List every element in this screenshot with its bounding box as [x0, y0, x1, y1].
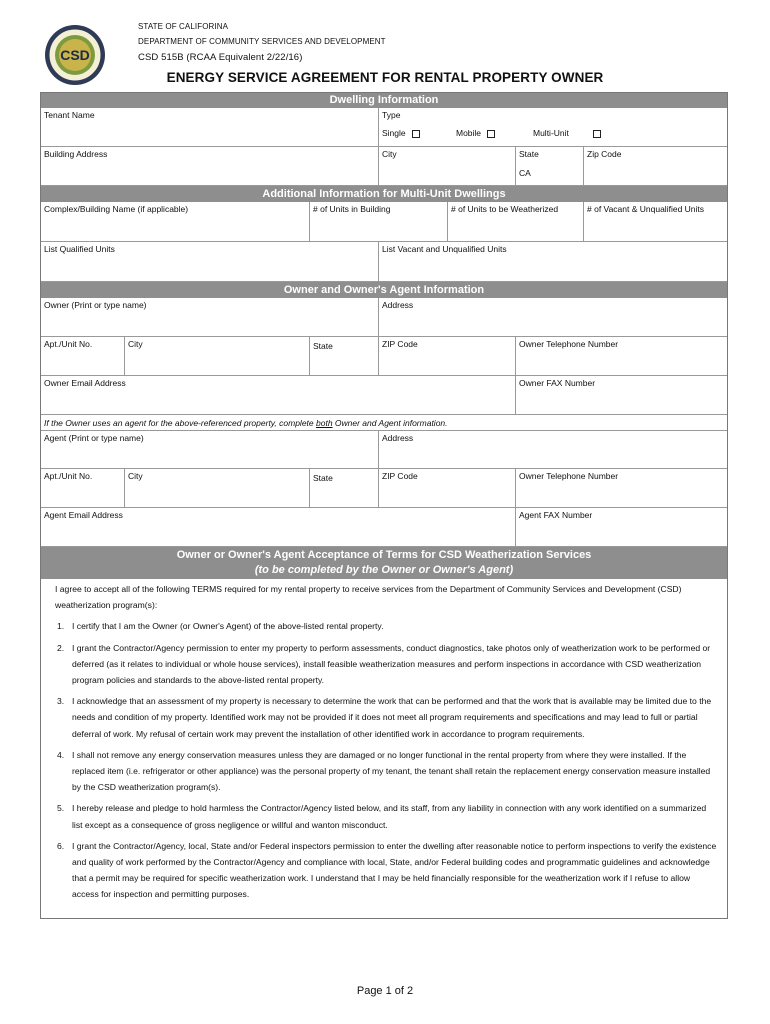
complex-name-field[interactable] — [41, 202, 309, 241]
agent-note-text: If the Owner uses an agent for the above-referenced property, complete — [44, 418, 316, 428]
type-single-option[interactable] — [382, 128, 420, 138]
agent-address-label: Address — [382, 433, 414, 443]
state-field[interactable] — [515, 147, 583, 185]
owner-zip-label: ZIP Code — [382, 339, 418, 349]
owner-city-row — [41, 337, 727, 376]
zip-code-field[interactable] — [583, 147, 727, 185]
building-address-label: Building Address — [44, 149, 108, 159]
agent-zip-label: ZIP Code — [382, 471, 418, 481]
term-item — [55, 618, 717, 634]
agent-state-field[interactable] — [309, 469, 378, 507]
agent-city-label: City — [128, 471, 143, 481]
agent-state-label: State — [313, 473, 333, 483]
multi-unit-section-header: Additional Information for Multi-Unit Dwellings — [41, 186, 727, 202]
zip-code-label: Zip Code — [587, 149, 622, 159]
owner-email-row — [41, 376, 727, 415]
state-label: State — [519, 149, 539, 159]
terms-section-title: Owner or Owner's Agent Acceptance of Terms for CSD Weatherization Services — [176, 549, 592, 561]
owner-address-label: Address — [382, 300, 414, 310]
state-name: STATE OF CALIFORINA — [138, 22, 229, 31]
agent-note-emphasis: both — [316, 418, 333, 428]
term-number: 1. — [57, 621, 65, 632]
agent-name-label: Agent (Print or type name) — [44, 433, 144, 443]
svg-text:CSD: CSD — [60, 47, 90, 63]
agent-name-row — [41, 430, 727, 469]
type-label: Type — [382, 110, 401, 120]
owner-email-label: Owner Email Address — [44, 378, 126, 388]
single-checkbox[interactable] — [412, 130, 420, 138]
form-number: CSD 515B (RCAA Equivalent 2/22/16) — [138, 52, 303, 63]
terms-body — [55, 581, 717, 903]
term-number: 4. — [57, 749, 65, 760]
vacant-units-field[interactable] — [583, 202, 727, 241]
term-item — [55, 838, 717, 903]
tenant-name-field[interactable] — [41, 108, 378, 146]
page-number: Page 1 of 2 — [356, 985, 414, 997]
department-name: DEPARTMENT OF COMMUNITY SERVICES AND DEVELOPMENT — [138, 37, 386, 46]
term-item — [55, 800, 717, 832]
agreement-form — [40, 92, 728, 919]
agent-email-field[interactable] — [41, 508, 515, 546]
tenant-name-label: Tenant Name — [44, 110, 95, 120]
term-number: 3. — [57, 696, 65, 707]
owner-telephone-field[interactable] — [515, 337, 727, 375]
owner-email-field[interactable] — [41, 376, 515, 414]
agent-email-row — [41, 508, 727, 547]
term-text: I shall not remove any energy conservation measures unless they are damaged or no longer functional in the rental property from where they were installed. If the replaced item (i.e. refrigerator or other appliance) was the personal property of my tenant, the tenant shall retain the replacement energy conservation measure installed by the CSD weatherization program(s). — [72, 749, 711, 793]
agent-apt-field[interactable] — [41, 469, 124, 507]
terms-section-header — [41, 547, 727, 579]
building-address-row — [41, 147, 727, 186]
owner-city-label: City — [128, 339, 143, 349]
city-field[interactable] — [378, 147, 515, 185]
owner-telephone-label: Owner Telephone Number — [519, 339, 619, 349]
units-in-building-label: # of Units in Building — [313, 204, 391, 214]
owner-fax-field[interactable] — [515, 376, 727, 414]
type-mobile-option[interactable] — [456, 128, 495, 138]
agent-telephone-label: Owner Telephone Number — [519, 471, 619, 481]
multi-unit-checkbox[interactable] — [593, 130, 601, 138]
owner-apt-field[interactable] — [41, 337, 124, 375]
owner-city-field[interactable] — [124, 337, 309, 375]
vacant-units-label: # of Vacant & Unqualified Units — [587, 204, 705, 214]
mobile-checkbox[interactable] — [487, 130, 495, 138]
agent-telephone-field[interactable] — [515, 469, 727, 507]
agent-city-row — [41, 469, 727, 508]
owner-zip-field[interactable] — [378, 337, 515, 375]
owner-section-header: Owner and Owner's Agent Information — [41, 282, 727, 298]
agent-city-field[interactable] — [124, 469, 309, 507]
agent-name-field[interactable] — [41, 431, 378, 468]
owner-state-label: State — [313, 341, 333, 351]
terms-section-subtitle: (to be completed by the Owner or Owner's Agent) — [254, 564, 514, 576]
term-item — [55, 693, 717, 742]
multi-unit-label: Multi-Unit — [533, 128, 569, 138]
agent-note-tail: Owner and Agent information. — [332, 418, 448, 428]
dwelling-section-header: Dwelling Information — [41, 93, 727, 108]
term-text: I acknowledge that an assessment of my property is necessary to determine the work that can be performed and that the work that is available may be limited due to the needs and condition of my property. Identified work may not be provided if it does not meet all program requirements and specifications and may lead to full or partial deferral of work. My refusal of certain work may prevent the installation of other identified work in accordance to program requirements. — [72, 696, 712, 739]
city-label: City — [382, 149, 397, 159]
complex-name-label: Complex/Building Name (if applicable) — [44, 204, 189, 214]
term-number: 5. — [57, 803, 65, 814]
agent-email-label: Agent Email Address — [44, 510, 123, 520]
page-title: ENERGY SERVICE AGREEMENT FOR RENTAL PROPERTY OWNER — [166, 70, 604, 85]
dwelling-type-field — [378, 108, 727, 146]
tenant-row — [41, 108, 727, 147]
terms-intro: I agree to accept all of the following TERMS required for my rental property to receive services from the Department of Community Services and Development (CSD) weatherization program(s): — [55, 584, 682, 611]
building-address-field[interactable] — [41, 147, 378, 185]
owner-name-field[interactable] — [41, 298, 378, 336]
agent-zip-field[interactable] — [378, 469, 515, 507]
agent-apt-label: Apt./Unit No. — [44, 471, 93, 481]
single-label: Single — [382, 128, 406, 138]
term-text: I certify that I am the Owner (or Owner's Agent) of the above-listed rental property. — [72, 621, 384, 632]
term-item — [55, 640, 717, 689]
units-weatherized-label: # of Units to be Weatherized — [451, 204, 559, 214]
agent-note — [44, 418, 448, 428]
vacant-units-list-label: List Vacant and Unqualified Units — [382, 244, 507, 254]
owner-name-row — [41, 298, 727, 337]
type-multi-unit-option[interactable] — [533, 128, 601, 138]
units-weatherized-field[interactable] — [447, 202, 583, 241]
qualified-units-field[interactable] — [41, 242, 378, 281]
term-text: I grant the Contractor/Agency, local, State and/or Federal inspectors permission to enter the dwelling after reasonable notice to perform inspections to verify the existence and quality of work performed by the Contractor/Agency and compliance with local, State, and/or Federal building codes and programmatic guidelines and acknowledge that a permit may be required for specific weatherization work. I understand that I may be held financially responsible for the weatherization work if I refuse to allow access for inspection and permitting purposes. — [72, 840, 717, 900]
units-list-row — [41, 242, 727, 282]
owner-state-field[interactable] — [309, 337, 378, 375]
agent-address-field[interactable] — [378, 431, 727, 468]
agent-fax-label: Agent FAX Number — [519, 510, 593, 520]
vacant-units-list-field[interactable] — [378, 242, 727, 281]
agent-fax-field[interactable] — [515, 508, 727, 546]
owner-name-label: Owner (Print or type name) — [44, 300, 147, 310]
owner-apt-label: Apt./Unit No. — [44, 339, 93, 349]
term-text: I grant the Contractor/Agency permission to enter my property to perform assessments, conduct diagnostics, take photos only of weatherization work to be performed or deferred (as it relates to individual or whole house services), install feasible weatherization measures and perform inspections in accordance with CSD weatherization program policies and standards to the above-listed rental property. — [72, 642, 711, 686]
units-in-building-field[interactable] — [309, 202, 447, 241]
owner-fax-label: Owner FAX Number — [519, 378, 596, 388]
term-number: 2. — [57, 642, 65, 653]
state-value: CA — [519, 168, 531, 178]
multi-unit-row — [41, 202, 727, 242]
terms-list — [55, 618, 717, 902]
term-text: I hereby release and pledge to hold harmless the Contractor/Agency listed below, and its staff, from any liability in connection with any work identified on a summarized list except as a consequence of gross negligence or willful and wanton misconduct. — [72, 803, 707, 830]
term-number: 6. — [57, 840, 65, 851]
mobile-label: Mobile — [456, 128, 482, 138]
term-item — [55, 747, 717, 796]
owner-address-field[interactable] — [378, 298, 727, 336]
qualified-units-label: List Qualified Units — [44, 244, 115, 254]
